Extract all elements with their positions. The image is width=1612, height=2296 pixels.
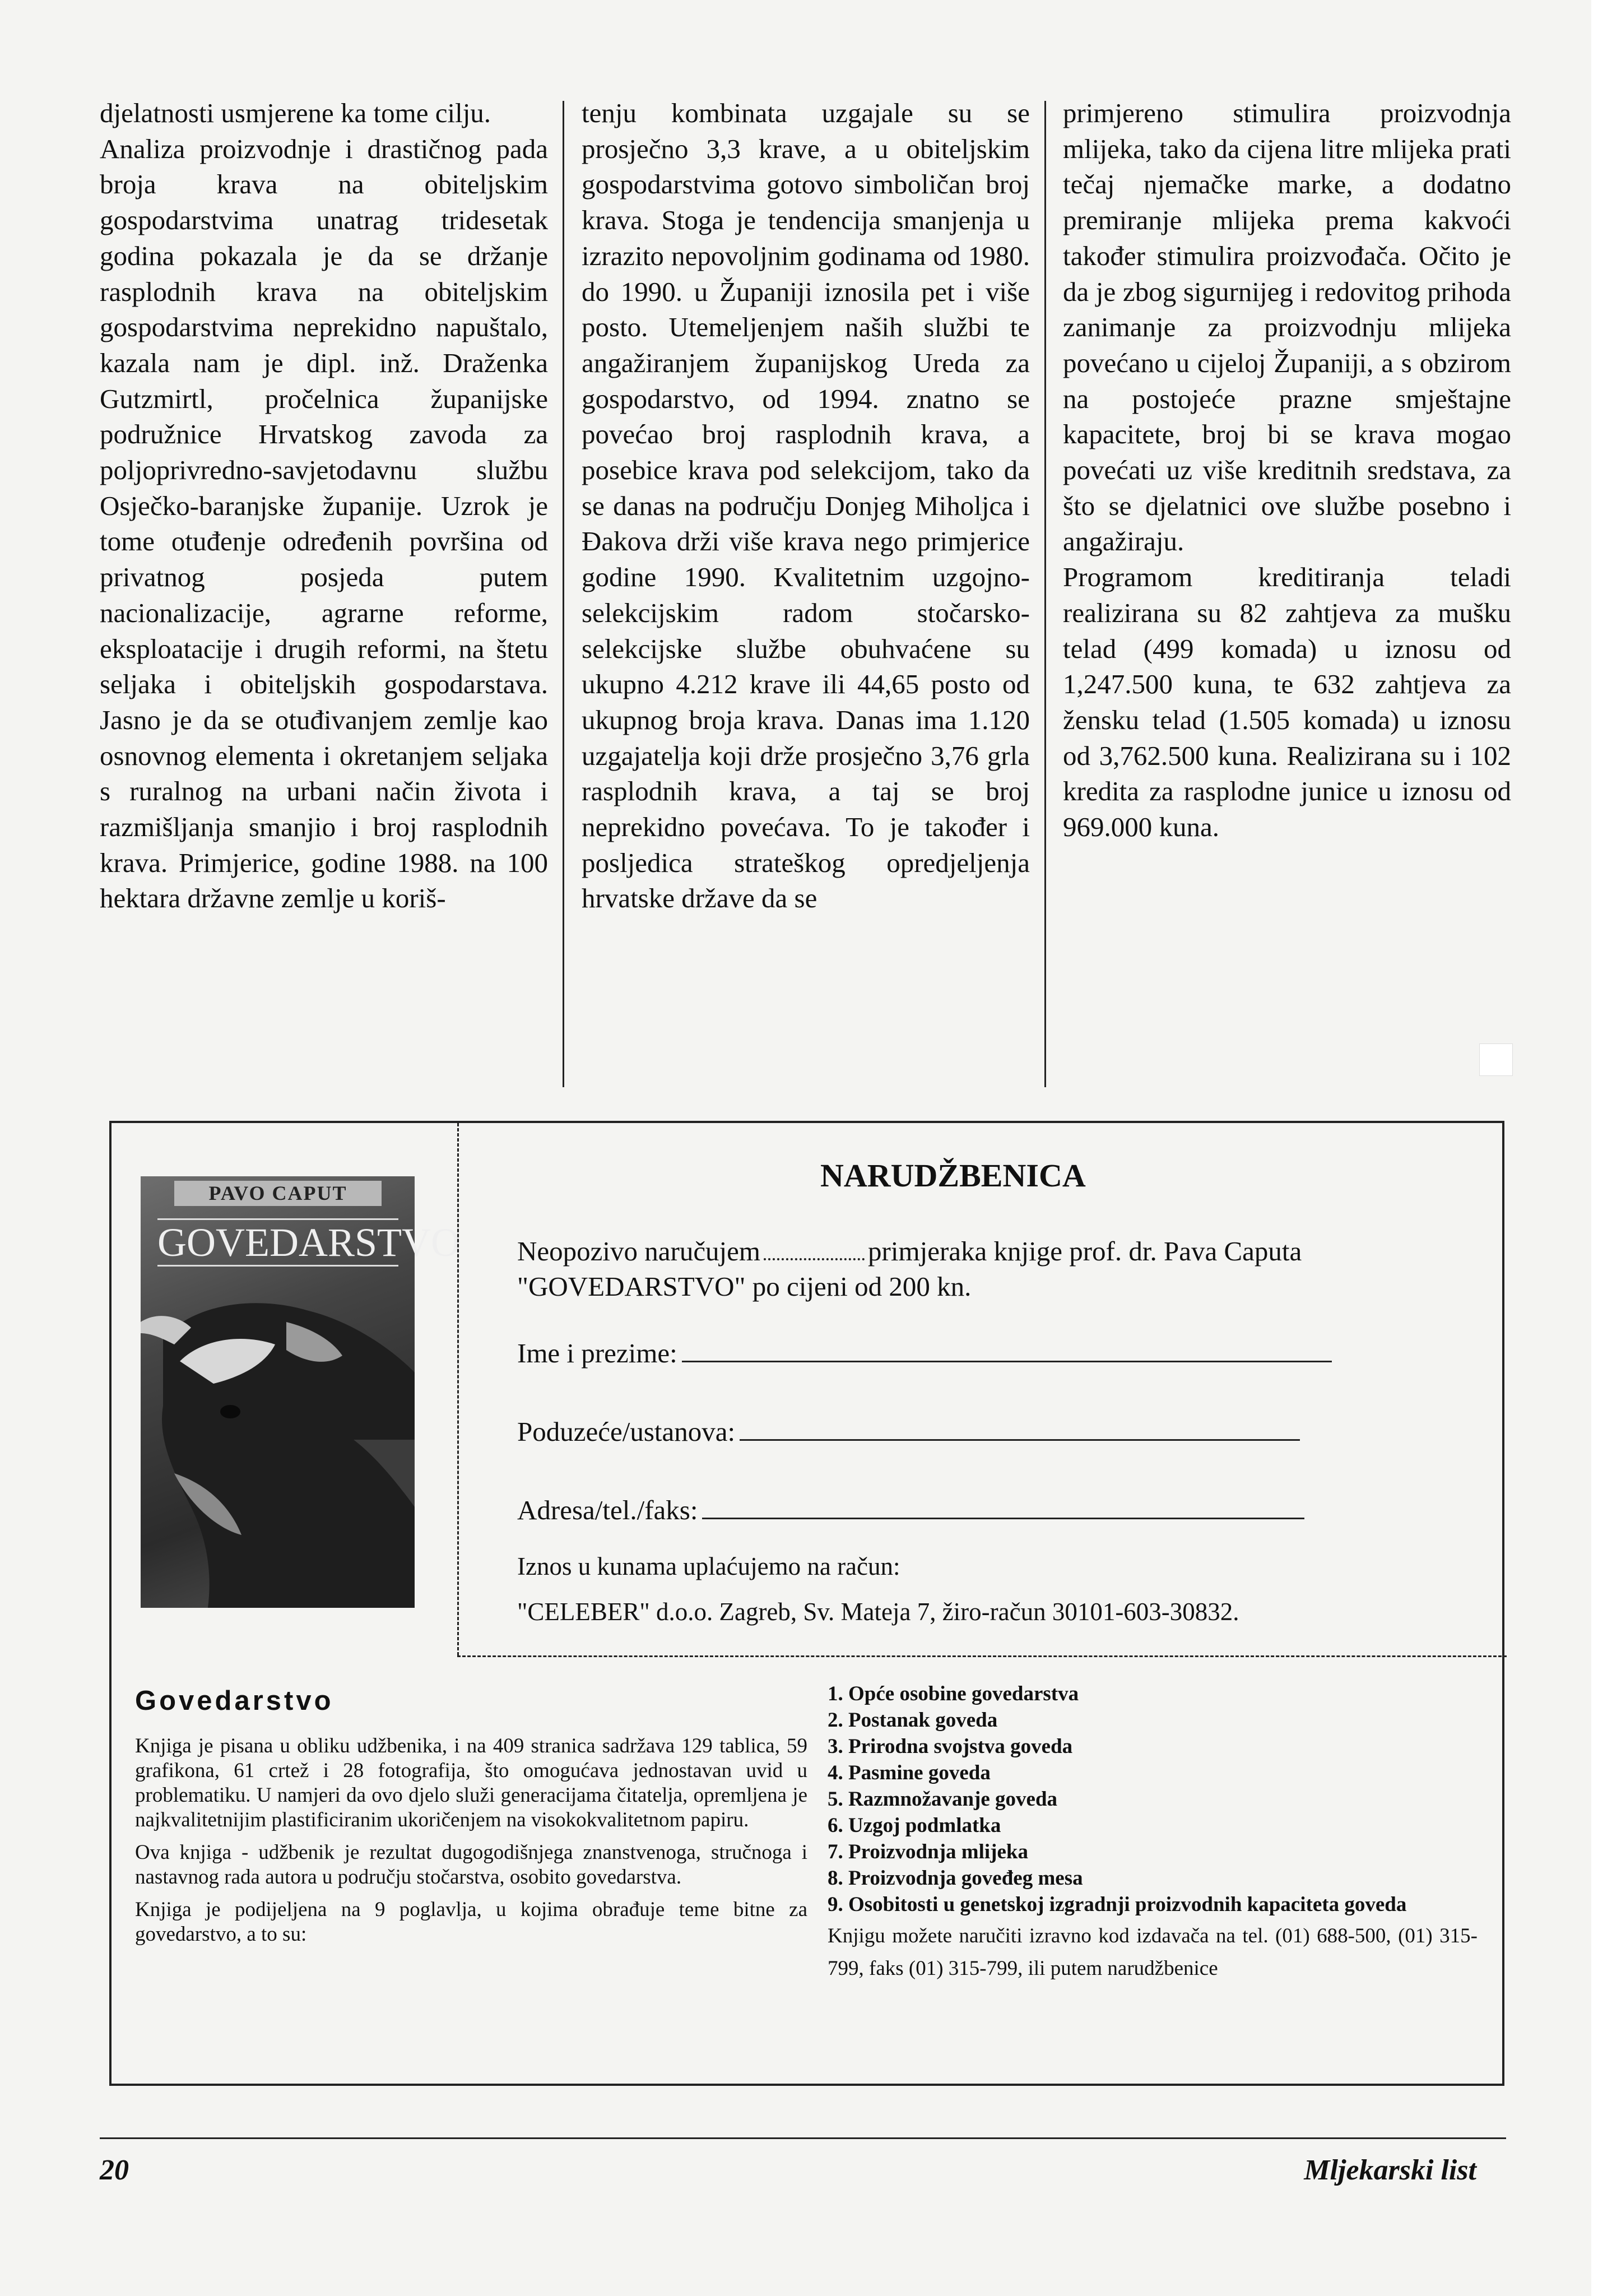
name-row <box>517 1337 1332 1369</box>
page-number: 20 <box>100 2154 129 2186</box>
paragraph: djelatnosti usmjerene ka tome cilju. <box>100 98 491 128</box>
chapter-list <box>828 1681 1478 1985</box>
company-label: Poduzeće/ustanova: <box>517 1416 736 1447</box>
column-divider <box>563 101 564 1087</box>
chapter-item: 1. Opće osobine govedarstva <box>828 1682 1079 1705</box>
paragraph: Knjiga je podijeljena na 9 poglavlja, u kojima obrađuje teme bitne za govedarstvo, a to su: <box>135 1898 807 1946</box>
order-price-line: "GOVEDARSTVO" po cijeni od 200 kn. <box>517 1271 972 1302</box>
scan-margin <box>1591 0 1612 2296</box>
end-mark-icon <box>1479 1043 1513 1076</box>
cutout-border <box>457 1655 1507 1657</box>
paragraph: Knjiga je pisana u obliku udžbenika, i na 409 stranica sadržava 129 tablica, 59 grafikona, 61 crtež i 28 fotografija, što omogućava jednostavan uvid u problematiku. U namjeri da ovo djelo služi generacijama čitatelja, opremljena je najkvalitetnijim plastificiranim ukoričenjem na visokokvalitetnom papiru. <box>135 1734 807 1831</box>
chapter-item: 5. Razmnožavanje goveda <box>828 1788 1058 1811</box>
name-label: Ime i prezime: <box>517 1338 677 1369</box>
journal-title: Mljekarski list <box>1304 2154 1476 2186</box>
paragraph: Ova knjiga - udžbenik je rezultat dugogodišnjega znanstvenoga, stručnoga i nastavnog rada autora u području stočarstva, osobito govedarstva. <box>135 1841 807 1889</box>
column-divider <box>1044 101 1046 1087</box>
chapter-item: 3. Prirodna svojstva goveda <box>828 1735 1073 1758</box>
chapter-item: 2. Postanak goveda <box>828 1709 998 1732</box>
paragraph: Programom kreditiranja teladi realizirana su 82 zahtjeva za mušku telad (499 komada) u iznosu od 1,247.500 kuna, te 632 zahtjeva za žensku telad (1.505 komada) u iznosu od 3,762.500 kuna. Realizirana su i 102 kredita za rasplodne junice u iznosu od 969.000 kuna. <box>1063 562 1511 843</box>
payment-account: "CELEBER" d.o.o. Zagreb, Sv. Mateja 7, žiro-račun 30101-603-30832. <box>517 1598 1239 1626</box>
company-field[interactable] <box>740 1417 1300 1441</box>
cover-title: GOVEDARSTVO <box>157 1218 398 1267</box>
cover-author: PAVO CAPUT <box>174 1181 382 1206</box>
article-column-3 <box>1063 95 1511 845</box>
quantity-field[interactable] <box>764 1237 865 1260</box>
paragraph: Analiza proizvodnje i drastičnog pada broja krava na obiteljskim gospodarstvima unatrag tridesetak godina pokazala je da se držanje rasplodnih krava na obiteljskim gospodarstvima neprekidno napuštalo, kazala nam je dipl. inž. Draženka Gutzmirtl, pročelnica županijske podružnice Hrvatskog zavoda za poljoprivredno-savjetodavnu službu Osječko-baranjske županije. Uzrok je tome otuđenje određenih površina od privatnog posjeda putem nacionalizacije, agrarne reforme, eksploatacije i drugih reformi, na štetu seljaka i obiteljskih gospodarstava. Jasno je da se otuđivanjem zemlje kao osnovnog elementa i okretanjem seljaka s ruralnog na urbani način života i razmišljanja smanjio i broj rasplodnih krava. Primjerice, godine 1988. na 100 hektara državne zemlje u koriš- <box>100 133 548 914</box>
chapter-item: 4. Pasmine goveda <box>828 1761 991 1784</box>
order-advertisement <box>109 1121 1504 2086</box>
address-field[interactable] <box>702 1495 1304 1519</box>
footer-divider <box>100 2137 1506 2139</box>
paragraph: tenju kombinata uzgajale su se prosječno 3,3 krave, a u obiteljskim gospodarstvima gotovo simboličan broj krava. Stoga je tendencija smanjenja u izrazito nepovoljnim godinama od 1980. do 1990. u Županiji iznosila pet i više posto. Utemeljenjem naših službi te angažiranjem županijskog Ureda za gospodarstvo, od 1994. znatno se povećao broj rasplodnih krava, a posebice krava pod selekcijom, tako da se danas na području Donjeg Miholjca i Đakova drži više krava nego primjerice godine 1990. Kvalitetnim uzgojno-selekcijskim radom stočarsko-selekcijske službe obuhvaćene su ukupno 4.212 krave ili 44,65 posto od ukupnog broja krava. Danas ima 1.120 uzgajatelja koji drže prosječno 3,76 grla rasplodnih krava, a taj se broj neprekidno povećava. To je također i posljedica strateškog opredjeljenja hrvatske države da se <box>582 98 1030 914</box>
article-column-2 <box>582 95 1030 916</box>
quantity-label-suffix: primjeraka knjige prof. dr. Pava Caputa <box>868 1236 1302 1267</box>
chapter-item: 8. Proizvodnja goveđeg mesa <box>828 1867 1083 1890</box>
company-row <box>517 1416 1300 1448</box>
address-row <box>517 1494 1304 1526</box>
cutout-border <box>457 1123 459 1655</box>
name-field[interactable] <box>682 1338 1332 1362</box>
chapter-item: 7. Proizvodnja mlijeka <box>828 1840 1028 1863</box>
order-quantity-line <box>517 1235 1302 1267</box>
address-label: Adresa/tel./faks: <box>517 1495 698 1525</box>
book-cover-image <box>141 1176 460 1608</box>
chapter-item: 6. Uzgoj podmlatka <box>828 1814 1001 1837</box>
paragraph: primjereno stimulira proizvodnja mlijeka, tako da cijena litre mlijeka prati tečaj njemačke marke, a dodatno premiranje mlijeka prema kakvoći također stimulira proizvođača. Očito je da je zbog sigurnijeg i redovitog prihoda zanimanje za proizvodnju mlijeka povećano u cijeloj Županiji, a s obzirom na postojeće prazne smještajne kapacitete, broj bi se krava mogao povećati uz više kreditnih sredstava, za što se djelatnici ove službe posebno i angažiraju. <box>1063 98 1511 557</box>
quantity-label: Neopozivo naručujem <box>517 1236 761 1267</box>
chapter-item: 9. Osobitosti u genetskoj izgradnji proizvodnih kapaciteta goveda <box>828 1893 1407 1916</box>
article-column-1 <box>100 95 548 916</box>
cow-head-icon <box>141 1272 415 1608</box>
order-form-title: NARUDŽBENICA <box>820 1157 1086 1194</box>
payment-label: Iznos u kunama uplaćujemo na račun: <box>517 1552 900 1580</box>
book-title: Govedarstvo <box>135 1686 334 1716</box>
order-note: Knjigu možete naručiti izravno kod izdavača na tel. (01) 688-500, (01) 315-799, faks (01) 315-799, ili putem narudžbenice <box>828 1924 1478 1980</box>
book-description <box>135 1734 807 1955</box>
